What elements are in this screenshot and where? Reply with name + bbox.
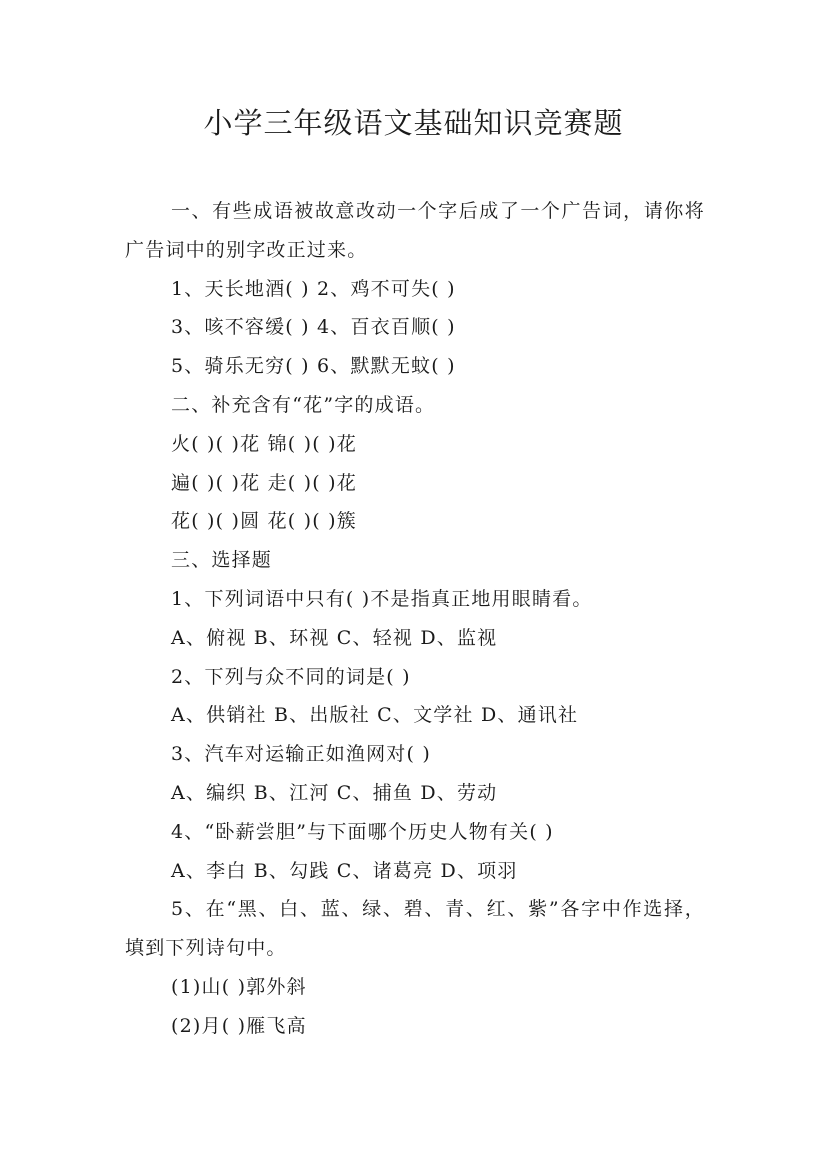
section3-item: A、俯视 B、环视 C、轻视 D、监视 [171, 626, 498, 649]
section3-item: 4、“卧薪尝胆”与下面哪个历史人物有关( ) [171, 820, 554, 843]
section2-item: 花( )( )圆 花( )( )簇 [171, 510, 357, 533]
section1-item: 5、骑乐无穷( ) 6、默默无蚊( ) [171, 355, 456, 378]
section2-heading: 二、补充含有“花”字的成语。 [171, 393, 436, 416]
section3-item: A、供销社 B、出版社 C、文学社 D、通讯社 [171, 704, 579, 727]
section1-item: 3、咳不容缓( ) 4、百衣百顺( ) [171, 316, 456, 339]
section3-item: 2、下列与众不同的词是( ) [171, 665, 411, 688]
section2-item: 遍( )( )花 走( )( )花 [171, 471, 357, 494]
section3-item: A、李白 B、勾践 C、诸葛亮 D、项羽 [171, 859, 518, 882]
section3-heading: 三、选择题 [171, 549, 273, 572]
section3-q5-item: (2)月( )雁飞高 [171, 1014, 307, 1037]
section3-q5-item: (1)山( )郭外斜 [171, 975, 307, 998]
section3-item: A、编织 B、江河 C、捕鱼 D、劳动 [171, 781, 498, 804]
section3-item: 3、汽车对运输正如渔网对( ) [171, 743, 431, 766]
section3-item: 1、下列词语中只有( )不是指真正地用眼睛看。 [171, 587, 593, 610]
document-body [125, 192, 705, 1046]
page-title: 小学三年级语文基础知识竞赛题 [203, 106, 624, 140]
section2-item: 火( )( )花 锦( )( )花 [171, 432, 357, 455]
section1-intro: 一、有些成语被故意改动一个字后成了一个广告词，请你将广告词中的别字改正过来。 [125, 200, 705, 261]
section3-q5-intro: 5、在“黑、白、蓝、绿、碧、青、红、紫”各字中作选择，填到下列诗句中。 [125, 898, 705, 960]
section1-item: 1、天长地酒( ) 2、鸡不可失( ) [171, 277, 456, 300]
